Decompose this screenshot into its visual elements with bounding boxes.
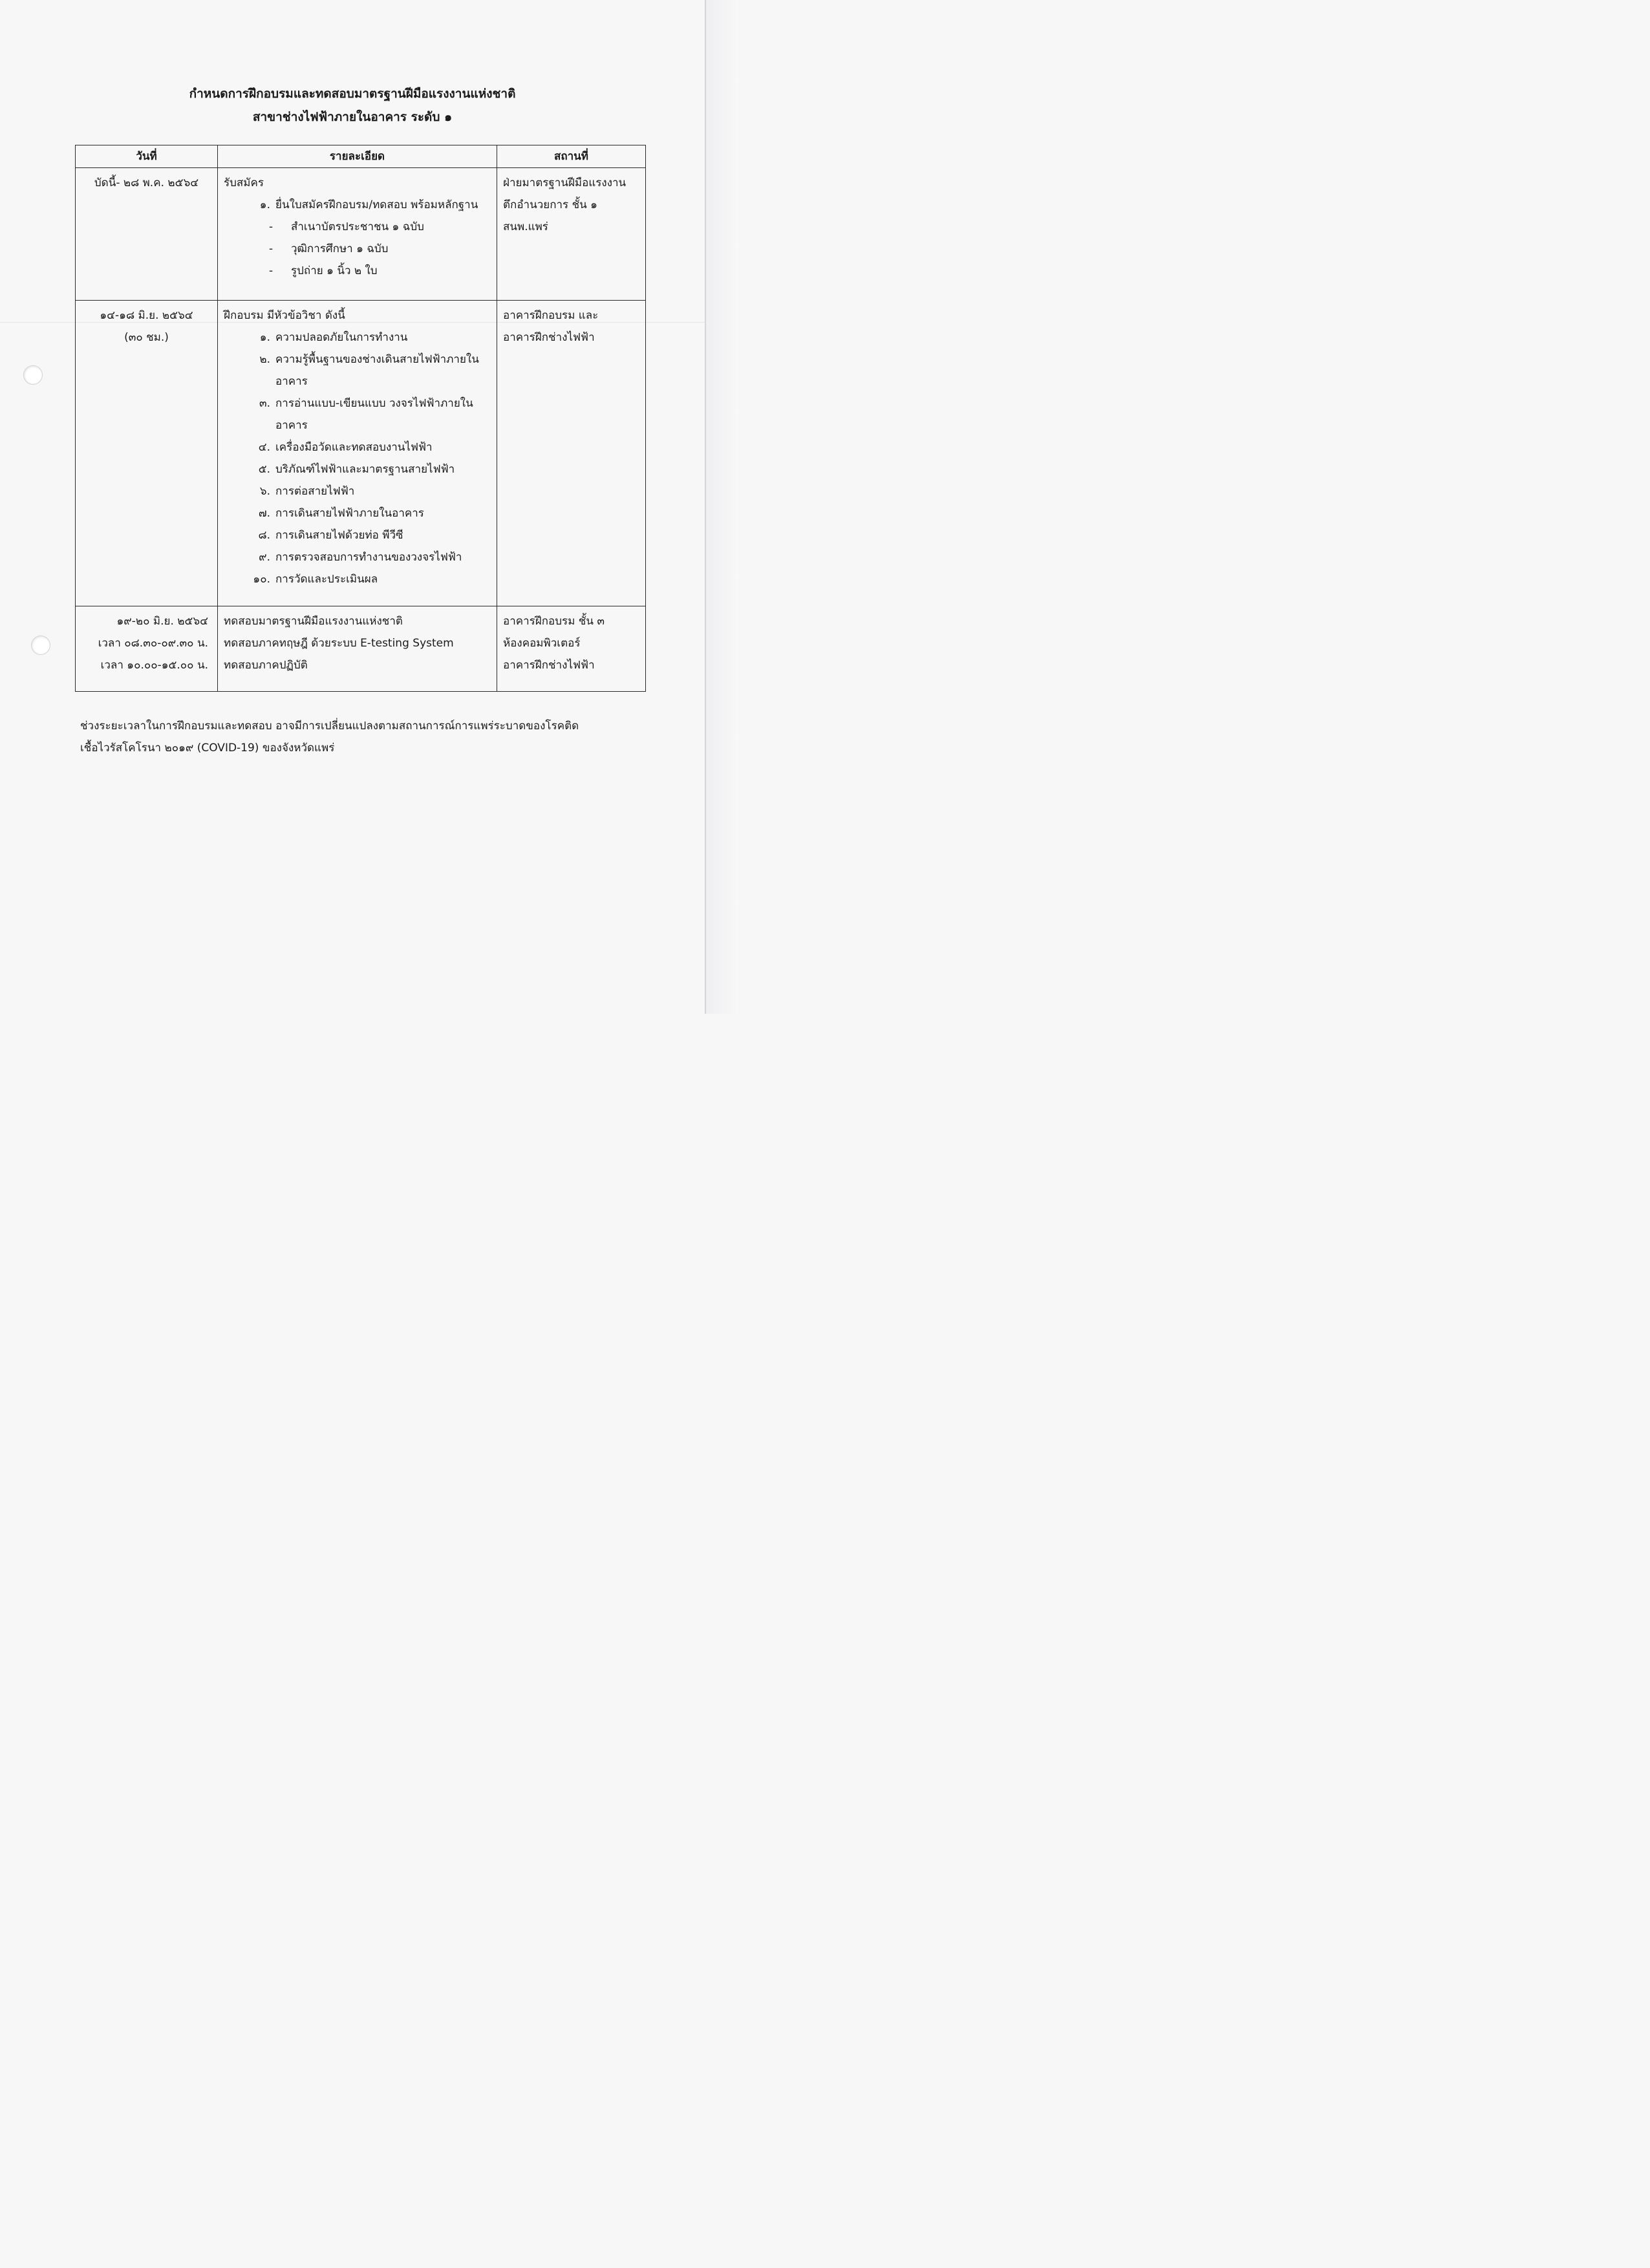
place-cell bbox=[497, 300, 646, 606]
document-title: กำหนดการฝึกอบรมและทดสอบมาตรฐานฝีมือแรงงานแห่งชาติ bbox=[189, 87, 516, 101]
place-line: ห้องคอมพิวเตอร์ bbox=[503, 636, 581, 650]
item-number: ๗. bbox=[258, 506, 270, 520]
place-line: อาคารฝึกอบรม ชั้น ๓ bbox=[503, 614, 605, 628]
dash-marker: - bbox=[269, 220, 273, 233]
item-number: ๔. bbox=[258, 440, 270, 454]
detail-line: ทดสอบภาคปฏิบัติ bbox=[224, 658, 308, 672]
schedule-table bbox=[75, 145, 646, 692]
list-item bbox=[224, 568, 491, 590]
bullet-item bbox=[224, 260, 491, 282]
bullet-text: รูปถ่าย ๑ นิ้ว ๒ ใบ bbox=[291, 264, 378, 277]
item-text: การตรวจสอบการทำงานของวงจรไฟฟ้า bbox=[275, 550, 462, 564]
place-line: อาคารฝึกช่างไฟฟ้า bbox=[503, 330, 595, 344]
bullet-item bbox=[224, 238, 491, 260]
table-header-row bbox=[76, 145, 646, 168]
table-row-training bbox=[76, 300, 646, 606]
place-cell bbox=[497, 606, 646, 691]
table-row-testing bbox=[76, 606, 646, 691]
date-cell bbox=[76, 606, 218, 691]
page-edge bbox=[705, 0, 706, 1014]
note-line: เชื้อไวรัสโคโรนา ๒๐๑๙ (COVID-19) ของจังหวัดแพร่ bbox=[80, 742, 335, 754]
bullet-item bbox=[224, 216, 491, 238]
item-number: ๒. bbox=[259, 352, 270, 366]
item-text: ความรู้พื้นฐานของช่างเดินสายไฟฟ้าภายในอาคาร bbox=[275, 352, 479, 388]
list-item bbox=[224, 480, 491, 502]
date-line: บัดนี้- ๒๘ พ.ค. ๒๕๖๔ bbox=[94, 177, 199, 189]
date-cell bbox=[76, 300, 218, 606]
list-item bbox=[224, 502, 491, 524]
item-text: การวัดและประเมินผล bbox=[275, 572, 378, 586]
list-item bbox=[224, 524, 491, 546]
dash-marker: - bbox=[269, 264, 273, 277]
column-header-place: สถานที่ bbox=[497, 145, 646, 168]
place-line: ตึกอำนวยการ ชั้น ๑ bbox=[503, 198, 597, 211]
bullet-text: วุฒิการศึกษา ๑ ฉบับ bbox=[291, 242, 389, 255]
item-text: ความปลอดภัยในการทำงาน bbox=[275, 330, 408, 344]
item-text: การเดินสายไฟฟ้าภายในอาคาร bbox=[275, 506, 424, 520]
column-header-date: วันที่ bbox=[76, 145, 218, 168]
punch-hole-top bbox=[23, 365, 43, 385]
note-line: ช่วงระยะเวลาในการฝึกอบรมและทดสอบ อาจมีการเปลี่ยนแปลงตามสถานการณ์การแพร่ระบาดของโรคติด bbox=[80, 720, 579, 733]
detail-line: ทดสอบภาคทฤษฎี ด้วยระบบ E-testing System bbox=[224, 636, 454, 650]
list-item bbox=[224, 194, 491, 216]
list-item bbox=[224, 326, 491, 348]
item-number: ๑๐. bbox=[253, 572, 270, 586]
place-line: สนพ.แพร่ bbox=[503, 220, 548, 233]
item-text: การต่อสายไฟฟ้า bbox=[275, 484, 355, 498]
column-header-detail: รายละเอียด bbox=[218, 145, 497, 168]
table-row-registration bbox=[76, 168, 646, 301]
place-cell bbox=[497, 168, 646, 301]
hours-line: (๓๐ ชม.) bbox=[124, 330, 169, 344]
list-item bbox=[224, 392, 491, 436]
page-edge-shadow bbox=[706, 0, 738, 1014]
list-item bbox=[224, 546, 491, 568]
covid-note bbox=[80, 715, 623, 759]
item-text: การเดินสายไฟด้วยท่อ พีวีซี bbox=[275, 528, 403, 542]
detail-line: ทดสอบมาตรฐานฝีมือแรงงานแห่งชาติ bbox=[224, 614, 403, 628]
place-line: อาคารฝึกอบรม และ bbox=[503, 308, 599, 322]
bullet-text: สำเนาบัตรประชาชน ๑ ฉบับ bbox=[291, 220, 424, 233]
item-number: ๑. bbox=[259, 198, 270, 211]
detail-heading: รับสมัคร bbox=[224, 177, 264, 189]
place-line: ฝ่ายมาตรฐานฝีมือแรงงาน bbox=[503, 177, 627, 189]
time-line: เวลา ๑๐.๐๐-๑๕.๐๐ น. bbox=[100, 658, 208, 672]
dash-marker: - bbox=[269, 242, 273, 255]
item-number: ๙. bbox=[259, 550, 270, 564]
document-subtitle: สาขาช่างไฟฟ้าภายในอาคาร ระดับ ๑ bbox=[252, 110, 453, 124]
item-text: บริภัณฑ์ไฟฟ้าและมาตรฐานสายไฟฟ้า bbox=[275, 462, 455, 476]
list-item bbox=[224, 458, 491, 480]
list-item bbox=[224, 436, 491, 458]
detail-heading: ฝึกอบรม มีหัวข้อวิชา ดังนี้ bbox=[224, 308, 345, 322]
item-number: ๕. bbox=[258, 462, 270, 476]
punch-hole-bottom bbox=[31, 636, 50, 655]
item-text: ยื่นใบสมัครฝึกอบรม/ทดสอบ พร้อมหลักฐาน bbox=[275, 198, 478, 211]
item-text: การอ่านแบบ-เขียนแบบ วงจรไฟฟ้าภายในอาคาร bbox=[275, 396, 473, 432]
list-item bbox=[224, 348, 491, 392]
detail-cell bbox=[218, 168, 497, 301]
item-text: เครื่องมือวัดและทดสอบงานไฟฟ้า bbox=[275, 440, 433, 454]
item-number: ๑. bbox=[259, 330, 270, 344]
time-line: เวลา ๐๘.๓๐-๐๙.๓๐ น. bbox=[98, 636, 208, 650]
item-number: ๘. bbox=[258, 528, 270, 542]
item-number: ๖. bbox=[259, 484, 270, 498]
date-cell bbox=[76, 168, 218, 301]
date-line: ๑๔-๑๘ มิ.ย. ๒๕๖๔ bbox=[100, 308, 193, 322]
item-number: ๓. bbox=[259, 396, 270, 410]
date-line: ๑๙-๒๐ มิ.ย. ๒๕๖๔ bbox=[116, 614, 208, 628]
place-line: อาคารฝึกช่างไฟฟ้า bbox=[503, 658, 595, 672]
detail-cell bbox=[218, 300, 497, 606]
detail-cell bbox=[218, 606, 497, 691]
